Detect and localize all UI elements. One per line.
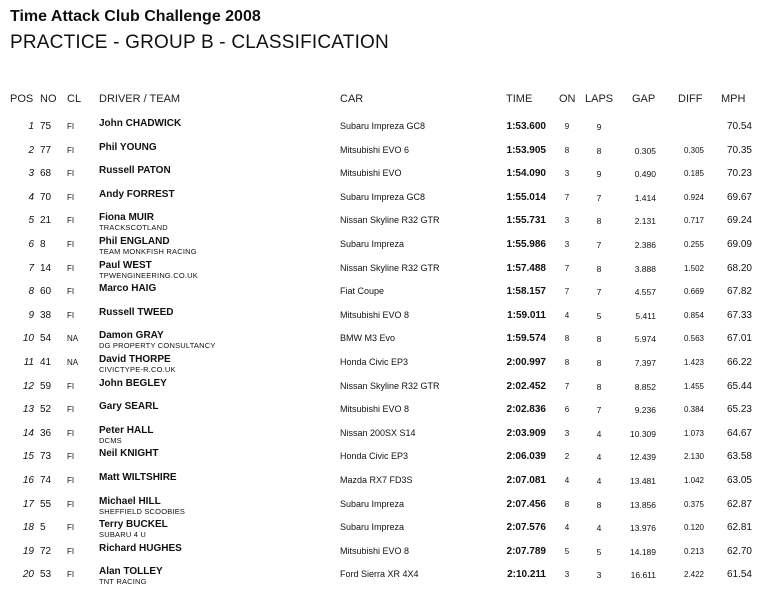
car-name: Mitsubishi EVO 8 <box>340 545 410 556</box>
row-no: 59 <box>40 380 52 392</box>
laps-count: 3 <box>596 570 602 581</box>
laps-count: 4 <box>596 452 602 463</box>
on-lap: 3 <box>564 240 570 249</box>
col-pos: POS <box>10 93 34 105</box>
gap-value: 13.856 <box>630 499 656 510</box>
car-name: Fiat Coupe <box>340 286 385 297</box>
laps-count: 4 <box>596 428 602 439</box>
laps-count: 9 <box>596 122 602 132</box>
page-title: Time Attack Club Challenge 2008 <box>10 8 261 25</box>
row-class: NA <box>67 358 79 367</box>
row-pos: 7 <box>28 262 34 274</box>
row-class: FI <box>67 452 75 462</box>
lap-time: 2:10.211 <box>507 569 546 581</box>
row-pos: 6 <box>28 239 34 250</box>
gap-value: 13.481 <box>630 476 656 486</box>
diff-value: 1.042 <box>683 476 704 485</box>
driver-name: Paul WEST <box>99 259 152 271</box>
car-name: Honda Civic EP3 <box>340 451 409 462</box>
lap-time: 2:07.081 <box>506 475 546 486</box>
table-row <box>0 189 769 211</box>
row-no: 21 <box>40 215 52 227</box>
row-class: FI <box>67 405 75 415</box>
mph-value: 63.58 <box>726 451 752 463</box>
car-name: Nissan Skyline R32 GTR <box>340 262 440 273</box>
team-name: DCMS <box>99 435 122 445</box>
row-pos: 10 <box>22 333 34 345</box>
table-row <box>0 566 769 588</box>
laps-count: 8 <box>596 263 602 274</box>
mph-value: 64.67 <box>726 427 752 439</box>
on-lap: 2 <box>564 452 570 462</box>
table-row <box>0 354 769 376</box>
gap-value: 3.888 <box>634 263 656 274</box>
on-lap: 7 <box>564 381 570 391</box>
laps-count: 8 <box>596 381 602 392</box>
lap-time: 1:55.986 <box>506 239 546 250</box>
row-class: FI <box>67 310 75 320</box>
laps-count: 4 <box>596 523 602 534</box>
table-row <box>0 283 769 305</box>
diff-value: 0.924 <box>683 192 704 202</box>
row-no: 36 <box>40 427 52 439</box>
col-gap: GAP <box>632 93 656 105</box>
car-name: Mitsubishi EVO 6 <box>340 144 410 155</box>
row-class: FI <box>67 169 75 179</box>
row-class: FI <box>67 216 75 226</box>
laps-count: 9 <box>596 169 602 180</box>
gap-value: 10.309 <box>630 428 656 439</box>
lap-time: 1:54.090 <box>506 168 546 180</box>
mph-value: 66.22 <box>726 357 752 368</box>
row-no: 52 <box>40 404 52 416</box>
row-no: 14 <box>40 262 52 274</box>
car-name: BMW M3 Evo <box>340 333 396 344</box>
driver-name: Phil YOUNG <box>99 141 157 153</box>
mph-value: 61.54 <box>726 569 752 581</box>
diff-value: 0.120 <box>683 523 704 533</box>
row-class: FI <box>67 381 75 391</box>
col-laps: LAPS <box>585 93 614 105</box>
row-no: 72 <box>40 545 52 557</box>
lap-time: 2:03.909 <box>506 427 546 439</box>
row-pos: 20 <box>22 569 34 581</box>
lap-time: 1:55.014 <box>506 191 546 203</box>
row-no: 74 <box>40 475 52 486</box>
row-no: 5 <box>40 522 46 534</box>
mph-value: 67.01 <box>726 333 752 345</box>
mph-value: 70.35 <box>726 144 752 156</box>
lap-time: 2:06.039 <box>506 451 546 463</box>
row-class: FI <box>67 428 75 438</box>
on-lap: 3 <box>564 216 570 226</box>
row-pos: 19 <box>22 545 34 557</box>
driver-name: John BEGLEY <box>99 377 167 389</box>
row-class: FI <box>67 546 75 556</box>
row-pos: 12 <box>22 380 34 392</box>
gap-value: 8.852 <box>634 381 656 392</box>
laps-count: 4 <box>596 476 602 486</box>
car-name: Nissan Skyline R32 GTR <box>340 215 440 226</box>
lap-time: 2:07.456 <box>506 498 546 510</box>
mph-value: 70.23 <box>726 168 752 180</box>
car-name: Ford Sierra XR 4X4 <box>340 569 419 580</box>
row-pos: 4 <box>28 191 34 203</box>
col-car: CAR <box>340 93 364 105</box>
on-lap: 4 <box>564 523 570 533</box>
row-pos: 11 <box>23 357 34 368</box>
laps-count: 7 <box>596 287 602 298</box>
mph-value: 67.82 <box>726 286 752 298</box>
laps-count: 5 <box>596 546 602 557</box>
mph-value: 62.87 <box>726 498 752 510</box>
laps-count: 8 <box>596 216 602 227</box>
mph-value: 69.67 <box>726 191 752 203</box>
car-name: Mitsubishi EVO <box>340 168 402 179</box>
mph-value: 62.70 <box>726 545 752 557</box>
diff-value: 0.384 <box>683 405 704 415</box>
row-pos: 5 <box>28 215 34 227</box>
diff-value: 0.255 <box>683 240 704 249</box>
car-name: Subaru Impreza GC8 <box>340 121 426 131</box>
table-row <box>0 519 769 541</box>
on-lap: 3 <box>564 428 570 438</box>
col-on: ON <box>559 93 576 105</box>
table-row <box>0 543 769 565</box>
diff-value: 1.073 <box>683 428 704 438</box>
on-lap: 8 <box>564 499 570 509</box>
table-row <box>0 260 769 282</box>
row-class: FI <box>67 499 75 509</box>
row-pos: 16 <box>22 475 34 486</box>
diff-value: 0.375 <box>683 499 704 509</box>
lap-time: 1:59.011 <box>507 309 546 321</box>
driver-name: David THORPE <box>99 354 171 365</box>
driver-name: Russell PATON <box>99 165 171 177</box>
row-no: 70 <box>40 191 52 203</box>
gap-value: 2.131 <box>634 216 656 227</box>
gap-value: 9.236 <box>634 405 656 416</box>
on-lap: 9 <box>564 122 570 131</box>
team-name: TRACKSCOTLAND <box>99 223 168 233</box>
diff-value: 0.563 <box>683 334 704 344</box>
on-lap: 6 <box>564 405 570 415</box>
on-lap: 4 <box>564 476 570 485</box>
lap-time: 2:02.836 <box>506 404 546 416</box>
driver-name: Fiona MUIR <box>99 212 154 224</box>
on-lap: 8 <box>564 145 570 155</box>
row-pos: 2 <box>28 144 34 156</box>
table-row <box>0 496 769 518</box>
row-no: 41 <box>40 357 52 368</box>
driver-name: Gary SEARL <box>99 401 159 413</box>
car-name: Nissan 200SX S14 <box>340 427 416 438</box>
diff-value: 2.130 <box>683 452 704 462</box>
laps-count: 8 <box>596 334 602 345</box>
lap-time: 2:00.997 <box>506 357 546 368</box>
diff-value: 0.213 <box>683 546 704 556</box>
page-subtitle: PRACTICE - GROUP B - CLASSIFICATION <box>10 32 389 53</box>
table-row <box>0 425 769 447</box>
row-class: FI <box>67 263 75 273</box>
car-name: Subaru Impreza <box>340 522 405 533</box>
team-name: TPWENGINEERING.CO.UK <box>99 270 199 280</box>
laps-count: 7 <box>596 240 602 250</box>
driver-name: Marco HAIG <box>99 283 157 295</box>
row-no: 8 <box>40 239 46 250</box>
row-no: 60 <box>40 286 52 298</box>
gap-value: 1.414 <box>634 192 656 203</box>
row-no: 54 <box>40 333 52 345</box>
on-lap: 7 <box>564 263 570 273</box>
laps-count: 7 <box>596 192 602 203</box>
driver-name: Phil ENGLAND <box>99 236 170 247</box>
driver-name: John CHADWICK <box>99 118 182 129</box>
row-pos: 9 <box>28 309 34 321</box>
driver-name: Richard HUGHES <box>99 542 182 554</box>
mph-value: 65.44 <box>726 380 752 392</box>
diff-value: 0.185 <box>683 169 704 179</box>
row-class: FI <box>67 523 75 533</box>
laps-count: 8 <box>596 358 602 368</box>
row-no: 68 <box>40 168 52 180</box>
mph-value: 68.20 <box>726 262 752 274</box>
row-pos: 1 <box>28 121 34 132</box>
car-name: Subaru Impreza <box>340 498 405 509</box>
mph-value: 65.23 <box>726 404 752 416</box>
driver-name: Michael HILL <box>99 495 161 507</box>
row-class: FI <box>67 122 75 131</box>
mph-value: 67.33 <box>726 309 752 321</box>
gap-value: 16.611 <box>630 570 656 581</box>
team-name: DG PROPERTY CONSULTANCY <box>99 341 216 351</box>
table-row <box>0 472 769 494</box>
laps-count: 5 <box>596 310 602 321</box>
gap-value: 0.490 <box>634 169 656 180</box>
team-name: TNT RACING <box>99 577 147 587</box>
table-row <box>0 330 769 352</box>
driver-name: Alan TOLLEY <box>99 566 163 578</box>
row-no: 38 <box>40 309 52 321</box>
diff-value: 1.455 <box>683 381 704 391</box>
car-name: Mitsubishi EVO 8 <box>340 404 410 415</box>
car-name: Mazda RX7 FD3S <box>340 475 413 485</box>
on-lap: 7 <box>564 192 570 202</box>
on-lap: 4 <box>564 310 570 320</box>
lap-time: 1:53.600 <box>506 121 546 132</box>
row-pos: 18 <box>22 522 34 534</box>
gap-value: 5.974 <box>634 334 656 345</box>
mph-value: 70.54 <box>726 121 752 132</box>
row-pos: 14 <box>22 427 34 439</box>
mph-value: 63.05 <box>726 475 752 486</box>
row-no: 75 <box>40 121 52 132</box>
gap-value: 4.557 <box>634 287 656 298</box>
on-lap: 5 <box>564 546 570 556</box>
team-name: TEAM MONKFISH RACING <box>99 247 197 256</box>
row-class: FI <box>67 240 75 249</box>
row-class: FI <box>67 570 75 580</box>
row-pos: 3 <box>28 168 34 180</box>
table-row <box>0 401 769 423</box>
row-pos: 13 <box>22 404 34 416</box>
mph-value: 62.81 <box>726 522 752 534</box>
team-name: CIVICTYPE-R.CO.UK <box>99 365 176 374</box>
lap-time: 2:07.789 <box>506 545 546 557</box>
col-mph: MPH <box>721 93 746 105</box>
laps-count: 8 <box>596 499 602 510</box>
mph-value: 69.09 <box>726 239 752 250</box>
row-class: FI <box>67 287 75 297</box>
team-name: SUBARU 4 U <box>99 530 147 540</box>
table-row <box>0 118 769 140</box>
on-lap: 8 <box>564 358 570 367</box>
gap-value: 0.305 <box>634 145 656 156</box>
table-row <box>0 142 769 164</box>
table-row <box>0 212 769 234</box>
lap-time: 1:59.574 <box>506 333 546 345</box>
driver-name: Andy FORREST <box>99 188 175 200</box>
car-name: Nissan Skyline R32 GTR <box>340 380 440 391</box>
on-lap: 8 <box>564 334 570 344</box>
on-lap: 7 <box>564 287 570 297</box>
diff-value: 2.422 <box>683 570 704 580</box>
table-row <box>0 448 769 470</box>
diff-value: 0.669 <box>683 287 704 297</box>
table-row <box>0 378 769 400</box>
lap-time: 1:57.488 <box>506 262 546 274</box>
team-name: SHEFFIELD SCOOBIES <box>99 506 186 516</box>
driver-name: Damon GRAY <box>99 330 164 342</box>
diff-value: 0.717 <box>683 216 704 226</box>
gap-value: 12.439 <box>630 452 656 463</box>
driver-name: Matt WILTSHIRE <box>99 472 177 483</box>
diff-value: 0.305 <box>683 145 704 155</box>
row-class: FI <box>67 145 75 155</box>
gap-value: 14.189 <box>630 546 656 557</box>
gap-value: 13.976 <box>630 523 656 534</box>
on-lap: 3 <box>564 169 570 179</box>
lap-time: 1:58.157 <box>506 286 546 298</box>
col-driver: DRIVER / TEAM <box>99 93 181 105</box>
col-time: TIME <box>506 93 533 105</box>
col-cl: CL <box>67 93 82 105</box>
mph-value: 69.24 <box>726 215 752 227</box>
car-name: Honda Civic EP3 <box>340 357 409 367</box>
lap-time: 2:07.576 <box>506 522 546 534</box>
row-pos: 8 <box>28 286 34 298</box>
car-name: Subaru Impreza <box>340 239 405 249</box>
table-row <box>0 307 769 329</box>
lap-time: 2:02.452 <box>506 380 546 392</box>
row-class: FI <box>67 192 75 202</box>
driver-name: Russell TWEED <box>99 306 174 318</box>
gap-value: 2.386 <box>634 240 656 250</box>
lap-time: 1:55.731 <box>506 215 546 227</box>
driver-name: Peter HALL <box>99 424 154 436</box>
row-no: 53 <box>40 569 52 581</box>
driver-name: Neil KNIGHT <box>99 448 159 460</box>
row-class: NA <box>67 334 79 344</box>
on-lap: 3 <box>564 570 570 580</box>
table-row <box>0 236 769 258</box>
driver-name: Terry BUCKEL <box>99 519 168 531</box>
car-name: Mitsubishi EVO 8 <box>340 309 410 320</box>
col-diff: DIFF <box>678 93 703 105</box>
diff-value: 1.502 <box>683 263 704 273</box>
row-pos: 15 <box>22 451 34 463</box>
table-row <box>0 165 769 187</box>
laps-count: 7 <box>596 405 602 416</box>
row-class: FI <box>67 476 75 485</box>
row-no: 73 <box>40 451 52 463</box>
table-header <box>0 93 769 107</box>
col-no: NO <box>40 93 57 105</box>
lap-time: 1:53.905 <box>506 144 546 156</box>
gap-value: 5.411 <box>635 310 656 321</box>
row-no: 77 <box>40 144 52 156</box>
diff-value: 0.854 <box>683 310 704 320</box>
gap-value: 7.397 <box>634 358 656 368</box>
car-name: Subaru Impreza GC8 <box>340 191 426 202</box>
diff-value: 1.423 <box>683 358 704 367</box>
row-pos: 17 <box>22 498 34 510</box>
row-no: 55 <box>40 498 52 510</box>
laps-count: 8 <box>596 145 602 156</box>
